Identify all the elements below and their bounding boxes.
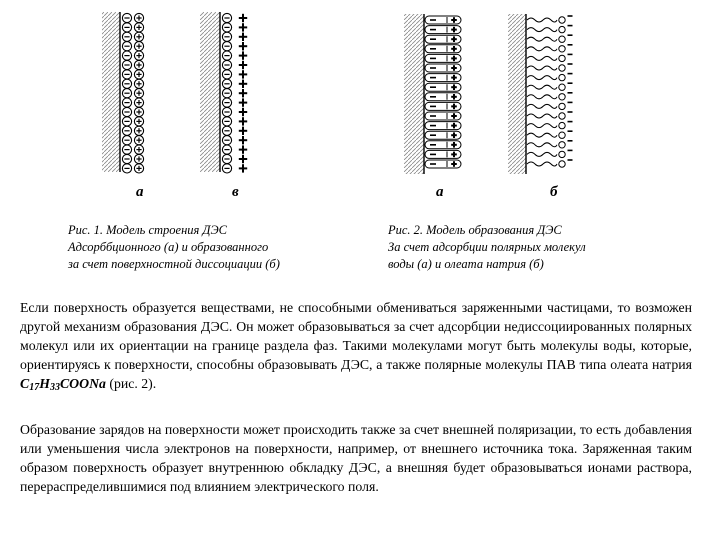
- polar-head-icon: [559, 46, 565, 52]
- paragraph-1-tail: (рис. 2).: [105, 376, 157, 391]
- paragraph-2: [20, 420, 692, 496]
- hydrocarbon-tail: [527, 28, 557, 32]
- polar-head-icon: [559, 161, 565, 167]
- fig1-label-b: в: [232, 184, 239, 200]
- formula-c-sub: 17: [29, 382, 40, 393]
- hydrocarbon-tail: [527, 37, 557, 41]
- paragraph-1: [20, 298, 692, 397]
- paragraph-1-text: Если поверхность образуется веществами, не способными обмениваться заряженными частицами, то возможен другой механизм образования ДЭС. Он может образовываться за счет адсорбции недиссоциированных полярных молекул или их ориентации на границе раздела фаз. Такими молекулами могут быть молекулы воды, которые, ориентируясь к поверхности, способны образовывать ДЭС, а также полярные молекулы ПАВ типа олеата натрия: [20, 300, 692, 372]
- figure-1: [100, 0, 270, 210]
- hatched-surface: [508, 14, 526, 174]
- polar-head-icon: [559, 55, 565, 61]
- fig2-label-a: а: [436, 184, 444, 200]
- figure-1-diagram: [100, 0, 270, 210]
- polar-head-icon: [559, 151, 565, 157]
- hatched-surface: [102, 12, 120, 172]
- fig1-label-a: а: [136, 184, 144, 200]
- polar-head-icon: [559, 103, 565, 109]
- figure-2-diagram: [400, 0, 590, 210]
- fig2-label-b: б: [550, 184, 558, 200]
- caption-line: За счет адсорбции полярных молекул: [388, 240, 586, 254]
- hydrocarbon-tail: [527, 56, 557, 60]
- formula-h-sub: 33: [49, 382, 60, 393]
- caption-line: Рис. 1. Модель строения ДЭС: [68, 223, 227, 237]
- formula-c: C: [20, 376, 30, 391]
- hydrocarbon-tail: [527, 85, 557, 89]
- polar-head-icon: [559, 113, 565, 119]
- polar-head-icon: [559, 84, 565, 90]
- caption-line: Адсорббционного (а) и образованного: [68, 240, 269, 254]
- caption-line: Рис. 2. Модель образования ДЭС: [388, 223, 562, 237]
- polar-head-icon: [559, 26, 565, 32]
- hydrocarbon-tail: [527, 124, 557, 128]
- hydrocarbon-tail: [527, 143, 557, 147]
- oleate-formula: [20, 376, 106, 391]
- hatched-surface: [200, 12, 220, 172]
- polar-head-icon: [559, 36, 565, 42]
- paragraph-2-text: Образование зарядов на поверхности может происходить также за счет внешней поляризации, то есть добавления или уменьшения числа электронов на поверхности, например, от внешнего источника тока. Заряженная таким образом поверхность образует внутреннюю обкладку ДЭС, а внешняя будет образовываться ионами раствора, перераспределившимися под влиянием электрического поля.: [20, 422, 692, 494]
- polar-head-icon: [559, 94, 565, 100]
- polar-head-icon: [559, 65, 565, 71]
- hydrocarbon-tail: [527, 66, 557, 70]
- hydrocarbon-tail: [527, 76, 557, 80]
- hydrocarbon-tail: [527, 133, 557, 137]
- figure-2: [400, 0, 590, 210]
- polar-head-icon: [559, 122, 565, 128]
- figure-1-caption: [68, 222, 280, 273]
- polar-head-icon: [559, 132, 565, 138]
- hydrocarbon-tail: [527, 104, 557, 108]
- hydrocarbon-tail: [527, 18, 557, 22]
- hydrocarbon-tail: [527, 152, 557, 156]
- polar-head-icon: [559, 142, 565, 148]
- hydrocarbon-tail: [527, 114, 557, 118]
- hydrocarbon-tail: [527, 47, 557, 51]
- hatched-surface: [404, 14, 424, 174]
- figure-2-caption: [388, 222, 586, 273]
- polar-head-icon: [559, 17, 565, 23]
- formula-h: H: [39, 376, 50, 391]
- hydrocarbon-tail: [527, 162, 557, 166]
- polar-head-icon: [559, 74, 565, 80]
- hydrocarbon-tail: [527, 95, 557, 99]
- formula-rest: COONa: [59, 376, 106, 391]
- caption-line: воды (а) и олеата натрия (б): [388, 257, 544, 271]
- caption-line: за счет поверхностной диссоциации (б): [68, 257, 280, 271]
